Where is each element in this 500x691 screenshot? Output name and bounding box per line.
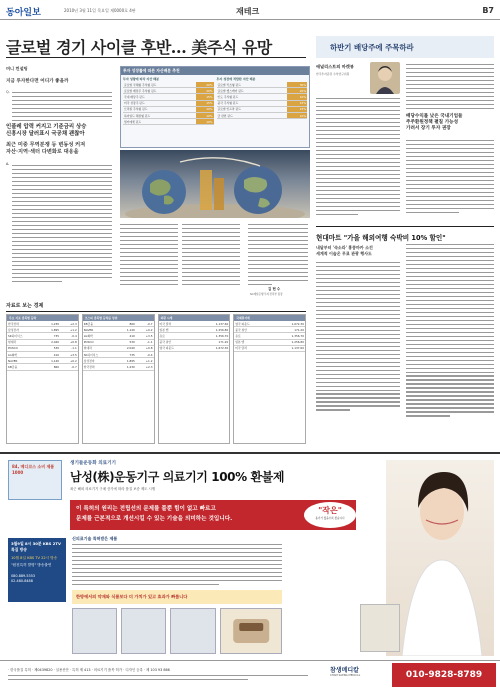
device-icon xyxy=(221,609,281,653)
ad-top-left-promo xyxy=(8,460,62,500)
alloc-right-value: 20% xyxy=(287,88,307,94)
answer-text xyxy=(12,165,112,285)
alloc-left-label: 멀티에셋 펀드 xyxy=(123,119,196,125)
alloc-left-value: 20% xyxy=(196,88,213,94)
ad-phone-number: 010-9828-8789 xyxy=(392,663,496,687)
stock2-cell: 735 xyxy=(116,351,136,357)
alloc-right-value: 30% xyxy=(287,82,307,88)
fx-cell: 중국 위안 xyxy=(159,339,197,345)
info-box-title: 투자 성장률에 따른 자산배분 추천 xyxy=(121,67,309,75)
travel-headline: 현대마트 "가을 해외여행 숙박비 10% 할인" xyxy=(316,234,446,242)
alloc-right-label: 인도 주식형 펀드 xyxy=(217,94,287,100)
alloc-left-value: 15% xyxy=(196,100,213,106)
commodity-cell: 미국 달러 xyxy=(234,345,272,351)
ad-red-line-2: 문제를 근본적으로 개선시킬 수 있는 기술을 의미하는 것입니다. xyxy=(76,516,233,522)
fx-cell: 영국 파운드 xyxy=(159,345,197,351)
ad-product-row xyxy=(72,608,282,654)
stock1-cell: 삼성전자 xyxy=(7,327,40,333)
ad-tv-line-1: 3월9일 8시 30분 KBS 2TV 특집 방송 xyxy=(11,541,61,552)
question-text xyxy=(12,92,112,124)
stock2-cell: NAVER xyxy=(83,327,116,333)
commodity-cell: 일본 엔 xyxy=(234,339,272,345)
globe-illustration xyxy=(120,150,310,218)
fx-table xyxy=(159,321,230,352)
ad-tech-title: 신의료기술 특허받은 제품 xyxy=(72,536,118,541)
article-column-3 xyxy=(248,224,308,288)
stock1-cell: 2,040 xyxy=(40,339,60,345)
alloc-left-label: 글로벌 배당주 주식형 펀드 xyxy=(123,88,196,94)
analyst-title: 한국투자증권 수석연구위원 xyxy=(316,72,350,76)
alloc-left-value: 10% xyxy=(196,119,213,125)
fx-cell: 1,672.30 xyxy=(196,345,229,351)
stock1-cell: 1,895 xyxy=(40,327,60,333)
ad-certificate-3 xyxy=(170,608,215,654)
alloc-right-value: 15% xyxy=(287,106,307,112)
ad-main-title: 남성(株)운동기구 의료기기 100% 환불제 xyxy=(70,470,285,484)
fx-cell: 일본 엔 xyxy=(159,327,197,333)
ad-brand-sub: CHAM SAENG MEDICAL xyxy=(330,674,361,677)
stock1-cell: +2.3 xyxy=(60,321,78,327)
table3-title: 외환 시세 xyxy=(159,315,230,321)
alloc-left-label: 브라질 주식형 펀드 xyxy=(123,106,196,112)
travel-text-2 xyxy=(406,244,494,419)
advertisement xyxy=(0,452,500,691)
stock2-cell: +2.3 xyxy=(136,364,154,370)
allocation-info-box xyxy=(120,66,310,148)
stock2-cell: +1.2 xyxy=(136,358,154,364)
indicator-table-3 xyxy=(158,314,231,444)
fx-cell: 1,137.60 xyxy=(196,321,229,327)
alloc-left-label: 국내 배당주 펀드 xyxy=(123,94,196,100)
stock1-cell: -1.1 xyxy=(60,345,78,351)
commodity-cell: 1,137.60 xyxy=(272,345,305,351)
stock1-cell: +0.2 xyxy=(60,358,78,364)
commodity-cell: 영국 파운드 xyxy=(234,321,272,327)
alloc-right-value: 10% xyxy=(287,94,307,100)
alloc-left-label: 글로벌 국채형 주식형 펀드 xyxy=(123,82,196,88)
fx-cell: 171.20 xyxy=(196,339,229,345)
data-section-title: 자료로 보는 경제 xyxy=(6,302,306,312)
data-tables xyxy=(6,314,306,444)
stock2-cell: 410 xyxy=(116,333,136,339)
ad-certificate-1 xyxy=(72,608,117,654)
alloc-right-label: 중국 주식형 펀드 xyxy=(217,100,287,106)
ad-badge xyxy=(304,502,356,528)
stock-table-1 xyxy=(7,321,78,371)
analyst-column-name: 애널리스트의 마켓뷰 xyxy=(316,64,354,69)
ad-tv-line-2: 10월 8일 KBS TV 22시 방송 xyxy=(11,556,58,560)
ad-tv-promo xyxy=(8,538,66,602)
mid-section-rule xyxy=(316,226,494,227)
stock2-cell: LG화학 xyxy=(83,333,116,339)
ad-badge-text: "작은" xyxy=(318,506,342,515)
main-headline: 글로벌 경기 사이클 후반… 美주식 유망 xyxy=(6,38,272,57)
stock2-cell: KB금융 xyxy=(83,321,116,327)
stock1-cell: LG화학 xyxy=(7,351,40,357)
ad-phone-2: 080-889-5353 xyxy=(11,574,36,578)
question-label: Q. xyxy=(6,90,10,94)
model-figure xyxy=(386,460,494,656)
stock1-cell: POSCO xyxy=(7,345,40,351)
alloc-left-label: 하이일드 채권형 펀드 xyxy=(123,112,196,118)
answer-headline-1: 인플레 압력 커지고 기준금리 상승 신흥시장 달러표시 국공채 괜찮아 xyxy=(6,124,87,137)
travel-subhead: 내달부터 '숙소라' 홍콩마카 소건 세계적 이슬온 무료 관광 행사도 xyxy=(316,245,373,256)
answer-label: A. xyxy=(6,162,10,166)
alloc-right-label: 글로벌 리츠형 펀드 xyxy=(217,82,287,88)
commodity-cell: 1,356.70 xyxy=(272,333,305,339)
alloc-right-label: 글로벌 헬스케어 펀드 xyxy=(217,88,287,94)
alloc-left-label: 미국 성장주 펀드 xyxy=(123,100,196,106)
commodity-row xyxy=(234,345,305,351)
indicator-table-4 xyxy=(233,314,306,444)
ad-model-photo xyxy=(386,460,494,656)
dividend-title-box xyxy=(316,36,494,58)
fx-cell: 1,256.80 xyxy=(196,327,229,333)
analyst-text-1 xyxy=(316,98,400,218)
stock2-cell: +0.8 xyxy=(136,345,154,351)
alloc-left-value: 15% xyxy=(196,94,213,100)
stock2-cell: +0.2 xyxy=(136,327,154,333)
indicator-table-2 xyxy=(82,314,155,444)
answer-headline-2: 최근 미중 무역분쟁 등 변동성 커져 자산·지역·섹터 다변화로 대응을 xyxy=(6,142,86,155)
stock1-cell: SK하이닉스 xyxy=(7,333,40,339)
analyst-text-3 xyxy=(406,140,494,216)
stock2-cell: 860 xyxy=(116,321,136,327)
stock2-cell: SK하이닉스 xyxy=(83,351,116,357)
commodity-cell: 171.20 xyxy=(272,327,305,333)
stock1-cell: 1,230 xyxy=(40,321,60,327)
stock2-cell: 1,140 xyxy=(116,327,136,333)
analyst-text-2 xyxy=(406,64,494,112)
alloc-left-row xyxy=(123,119,214,125)
alloc-left-value: 20% xyxy=(196,82,213,88)
page-number: B7 xyxy=(482,6,494,15)
alloc-right-value: 10% xyxy=(287,112,307,118)
ad-body-text xyxy=(72,544,282,588)
portrait-icon xyxy=(370,62,400,94)
alloc-right-value: 15% xyxy=(287,100,307,106)
stock2-cell: -0.7 xyxy=(136,321,154,327)
stock1-cell: +1.2 xyxy=(60,327,78,333)
stock2-cell: 삼성전자 xyxy=(83,358,116,364)
stock2-cell: +3.5 xyxy=(136,333,154,339)
stock-table-2 xyxy=(83,321,154,371)
stock1-cell: 860 xyxy=(40,364,60,370)
column-subhead: 지금 투자한다면 어디가 좋을까 xyxy=(6,79,69,84)
table2-title: 코스피 종목별 등락률 상위 xyxy=(83,315,154,321)
right-table-subtitle: 투자 성장에 적합한 자산 배분 xyxy=(216,77,256,81)
stock2-cell: 530 xyxy=(116,339,136,345)
stock2-cell: -1.1 xyxy=(136,339,154,345)
analyst-pull-quote: 배당수익률 낮은 국내기업들 주주환원정책 펼칠 가능성 가려서 장기 투자 권장 xyxy=(406,114,463,132)
fx-cell: 1,356.70 xyxy=(196,333,229,339)
commodity-cell: 1,256.80 xyxy=(272,339,305,345)
fx-cell: 미국 달러 xyxy=(159,321,197,327)
ad-red-line-1: 이 특허의 원리는 전립선의 문제를 풀뿐 힘이 없고 빠르고 xyxy=(76,506,216,512)
page-header xyxy=(0,0,500,20)
ad-certificate-2 xyxy=(121,608,166,654)
issue-date: 2010년 3월 11일 목요일 제0000호 4판 xyxy=(64,8,136,13)
stock1-cell: +0.8 xyxy=(60,339,78,345)
stock2-cell: 2,040 xyxy=(116,345,136,351)
alloc-left-value: 10% xyxy=(196,106,213,112)
ad-subtitle: 최근 해외 의료기기 구매 증가에 따라 품질 보증 제도 시행 xyxy=(70,487,156,491)
alloc-left-value: 10% xyxy=(196,112,213,118)
journalist-name: 김 현 수 xyxy=(268,287,281,291)
stock1-cell: 한국전력 xyxy=(7,321,40,327)
ad-footer-lines xyxy=(8,675,308,683)
ad-footer xyxy=(0,660,500,691)
ad-cert-strip: · 한국품질 특허 · 제0439820 · 실용신안 · 특허 제 413 · 의료기기 품목 허가 · 디자인 등록 · 제 103 93 866 xyxy=(8,668,170,672)
stock1-row xyxy=(7,364,78,370)
ad-brand: 참생메디칼 xyxy=(330,667,359,674)
stock2-cell: 1,895 xyxy=(116,358,136,364)
indicator-table-1 xyxy=(6,314,79,444)
stock2-cell: 한국전력 xyxy=(83,364,116,370)
fx-cell: 유로 xyxy=(159,333,197,339)
ad-badge-sub: 돌기가 많을수록 좋습니다 xyxy=(315,517,345,520)
headline-rule xyxy=(6,57,306,58)
stock1-cell: 735 xyxy=(40,333,60,339)
stock2-row xyxy=(83,364,154,370)
stock1-cell: +3.5 xyxy=(60,351,78,357)
left-column xyxy=(6,66,116,166)
table1-title: 주요 지표 종목별 등락 xyxy=(7,315,78,321)
allocation-right-table xyxy=(217,77,308,125)
right-allocation-table xyxy=(217,82,308,119)
section-title: 재테크 xyxy=(236,7,260,16)
article-column-1 xyxy=(120,224,178,288)
ad-slogan: 생기들운동화 의료기기 xyxy=(70,461,116,466)
ad-tv-line-3: "원천특허 발명" 방송출연 xyxy=(11,563,52,567)
article-column-2 xyxy=(182,224,240,288)
commodity-cell: 중국 위안 xyxy=(234,327,272,333)
stock1-cell: 1,140 xyxy=(40,358,60,364)
data-section xyxy=(6,302,306,312)
left-allocation-table xyxy=(123,82,214,125)
stock2-cell: -0.4 xyxy=(136,351,154,357)
table4-title: 국제원자재 xyxy=(234,315,305,321)
fx-row xyxy=(159,345,230,351)
stock2-cell: 현대차 xyxy=(83,345,116,351)
stock2-cell: POSCO xyxy=(83,339,116,345)
ad-product-box xyxy=(360,604,400,652)
ad-promo-small: 84, 메디코스 소비 제품 1000 xyxy=(12,464,55,475)
alloc-right-label: 글로벌 인프라 펀드 xyxy=(217,106,287,112)
globe-photo xyxy=(120,150,310,218)
allocation-left-table xyxy=(123,77,214,125)
alloc-right-label: 금 관련 펀드 xyxy=(217,112,287,118)
ad-callout-box xyxy=(72,590,282,604)
ad-body xyxy=(72,536,282,542)
ad-callout: 한방에서의 약재와 식품보다 더 가치가 있고 효과가 빠릅니다 xyxy=(76,594,188,599)
stock1-cell: KB금융 xyxy=(7,364,40,370)
commodity-table xyxy=(234,321,305,352)
stock1-cell: 410 xyxy=(40,351,60,357)
stock1-cell: -0.4 xyxy=(60,333,78,339)
column-byline: 머니 컨설팅 xyxy=(6,66,28,71)
dividend-title: 하반기 배당주에 주목하라 xyxy=(330,43,414,52)
ad-product-image xyxy=(220,608,282,654)
stock1-cell: 530 xyxy=(40,345,60,351)
travel-text-1 xyxy=(316,262,400,413)
ad-phone-3: 02-480-8488 xyxy=(11,579,33,583)
analyst-photo xyxy=(370,62,400,94)
stock1-cell: -0.7 xyxy=(60,364,78,370)
stock1-cell: NAVER xyxy=(7,358,40,364)
journalist-title: SC제일은행 투자전략부 팀장 xyxy=(250,293,283,296)
left-table-subtitle: 투자 성향에 따라 자산 배분 xyxy=(123,77,160,81)
newspaper-name: 동아일보 xyxy=(6,8,41,18)
commodity-cell: 1,672.30 xyxy=(272,321,305,327)
commodity-cell: 유로 xyxy=(234,333,272,339)
stock1-cell: 현대차 xyxy=(7,339,40,345)
stock2-cell: 1,230 xyxy=(116,364,136,370)
alloc-right-row xyxy=(217,112,308,118)
